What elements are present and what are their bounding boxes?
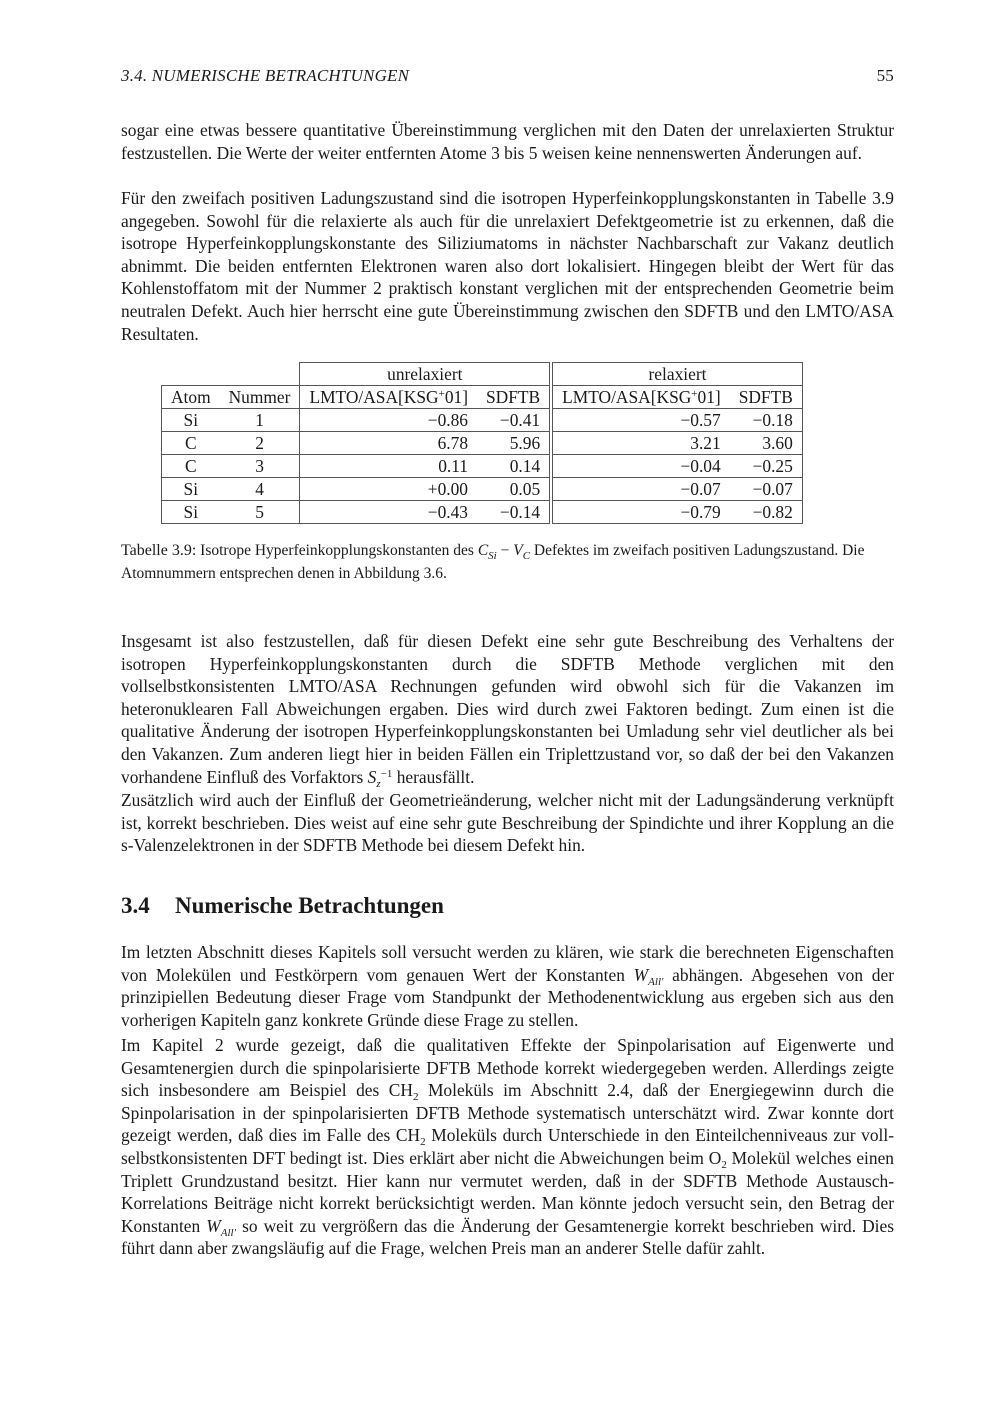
table-column-header-row bbox=[162, 386, 803, 409]
cell-relaxed-lmto: 3.21 bbox=[551, 432, 730, 455]
col-header-lmto-unrelaxed: LMTO/ASA[KSG+01] bbox=[300, 386, 477, 409]
paragraph-4: Zusätzlich wird auch der Einfluß der Geometrieänderung, welcher nicht mit der Ladungsänderung verknüpft ist, korrekt beschrieben. Dies weist auf eine sehr gute Beschreibung der Spindichte und ihrer Kopplung an die s-Valenzelektronen in der SDFTB Methode bei diesem Defekt hin. bbox=[121, 790, 894, 856]
cell-unrelaxed-lmto: 0.11 bbox=[300, 455, 477, 478]
col-header-sdftb-unrelaxed: SDFTB bbox=[477, 386, 551, 409]
cell-number: 1 bbox=[220, 409, 300, 432]
paragraph-3: Insgesamt ist also festzustellen, daß für diesen Defekt eine sehr gute Beschreibung des Verhaltens der isotropen Hyperfeinkopplungskonstanten durch die SDFTB Methode verglichen mit den vollselbstkonsistenten LMTO/ASA Rechnungen gefunden wird obwohl sich für die Vakanzen im heteronuklearen Fall Abweichungen ergaben. Dies wird durch zwei Faktoren bedingt. Zum einen ist die qualitative Änderung der isotropen Hyperfeinkopplungskonstanten bei Umladung sehr viel deutlicher als bei den Vakanzen. Zum anderen liegt hier in beiden Fällen ein Triplettzustand vor, so daß der bei den Vakanzen vorhandene Einfluß des Vorfaktors $S_z^{-1}$ herausfällt. bbox=[121, 631, 894, 790]
col-header-lmto-relaxed: LMTO/ASA[KSG+01] bbox=[551, 386, 730, 409]
table-empty-corner bbox=[162, 363, 300, 386]
cell-number: 4 bbox=[220, 478, 300, 501]
paragraph-5: Im letzten Abschnitt dieses Kapitels soll versucht werden zu klären, wie stark die berechneten Eigenschaften von Molekülen und Festkörpern vom genauen Wert der Konstanten $W_{All'}$ abhängen. Abgesehen von der prinzipiellen Bedeutung dieser Frage vom Standpunkt der Methodenentwicklung aus ergeben sich aus den vorherigen Kapiteln ganz konkrete Gründe diese Frage zu stellen. bbox=[121, 942, 894, 1030]
cell-relaxed-lmto: −0.57 bbox=[551, 409, 730, 432]
cell-atom: C bbox=[162, 455, 220, 478]
page-number: 55 bbox=[876, 66, 894, 85]
table-row bbox=[162, 455, 803, 478]
paragraph-2: Für den zweifach positiven Ladungszustand sind die isotropen Hyperfeinkopplungskonstanten in Tabelle 3.9 angegeben. Sowohl für die relaxierte als auch für die unrelaxiert Defektgeometrie ist zu erkennen, daß die isotrope Hyperfeinkopplungskonstante des Siliziumatoms in nächster Nachbarschaft zur Vakanz deutlich abnimmt. Die beiden entfernten Elektronen waren also dort lokalisiert. Hingegen bleibt der Wert für das Kohlenstoffatom mit der Nummer 2 praktisch konstant verglichen mit der entsprechenden Geometrie beim neutralen Defekt. Auch hier herrscht eine gute Übereinstimmung zwischen den SDFTB und den LMTO/ASA Resultaten. bbox=[121, 188, 894, 344]
running-header bbox=[121, 66, 894, 86]
table-group-header-row bbox=[162, 363, 803, 386]
cell-atom: Si bbox=[162, 409, 220, 432]
cell-relaxed-lmto: −0.07 bbox=[551, 478, 730, 501]
cell-atom: Si bbox=[162, 501, 220, 524]
col-header-sdftb-relaxed: SDFTB bbox=[730, 386, 803, 409]
cell-relaxed-sdftb: −0.07 bbox=[730, 478, 803, 501]
cell-unrelaxed-lmto: −0.43 bbox=[300, 501, 477, 524]
cell-unrelaxed-sdftb: −0.14 bbox=[477, 501, 551, 524]
paragraph-1: sogar eine etwas bessere quantitative Übereinstimmung verglichen mit den Daten der unrelaxierten Struktur festzustellen. Die Werte der weiter entfernten Atome 3 bis 5 weisen keine nennenswerten Änderungen auf. bbox=[121, 120, 894, 163]
paragraph-6: Im Kapitel 2 wurde gezeigt, daß die qualitativen Effekte der Spinpolarisation auf Eigenwerte und Gesamtenergien durch die spinpolarisierte DFTB Methode korrekt wiedergegeben werden. Allerdings zeigte sich insbesondere am Beispiel des $CH_2$ Moleküls im Abschnitt 2.4, daß der Energiegewinn durch die Spinpolarisation in der spinpolarisierten DFTB Methode systematisch unterschätzt wird. Zwar konnte dort gezeigt werden, daß dies im Falle des $CH_2$ Moleküls durch Unterschiede in den Einteilchenniveaus zur voll-selbstkonsistenten DFT bedingt ist. Dies erklärt aber nicht die Abweichungen beim $O_2$ Molekül welches einen Triplett Grundzustand besitzt. Hier kann nur vermutet werden, daß in der SDFTB Methode Austausch-Korrelations Beiträge nicht korrekt berücksichtigt werden. Man könnte jedoch versucht sein, den Betrag der Konstanten $W_{All'}$ so weit zu vergrößern das die Änderung der Gesamtenergie korrekt beschrieben wird. Dies führt dann aber zwangsläufig auf die Frage, welchen Preis man an anderer Stelle dafür zahlt. bbox=[121, 1035, 894, 1259]
cell-number: 3 bbox=[220, 455, 300, 478]
cell-atom: C bbox=[162, 432, 220, 455]
col-header-atom: Atom bbox=[162, 386, 220, 409]
cell-unrelaxed-sdftb: 0.05 bbox=[477, 478, 551, 501]
cell-number: 5 bbox=[220, 501, 300, 524]
table-row bbox=[162, 432, 803, 455]
table-caption: Tabelle 3.9: Isotrope Hyperfeinkopplungskonstanten des $C_{Si} - V_C$ Defektes im zweifach positiven Ladungszustand. Die Atomnummern entsprechen denen in Abbildung 3.6. bbox=[121, 542, 865, 582]
cell-unrelaxed-lmto: −0.86 bbox=[300, 409, 477, 432]
cell-unrelaxed-sdftb: 0.14 bbox=[477, 455, 551, 478]
header-section-title: 3.4. NUMERISCHE BETRACHTUNGEN bbox=[121, 66, 410, 85]
cell-relaxed-lmto: −0.79 bbox=[551, 501, 730, 524]
cell-unrelaxed-lmto: +0.00 bbox=[300, 478, 477, 501]
section-heading bbox=[121, 893, 444, 919]
col-header-number: Nummer bbox=[220, 386, 300, 409]
table-body bbox=[162, 409, 803, 524]
section-number: 3.4 bbox=[121, 893, 150, 918]
group-header-relaxed: relaxiert bbox=[551, 363, 802, 386]
cell-unrelaxed-sdftb: −0.41 bbox=[477, 409, 551, 432]
cell-number: 2 bbox=[220, 432, 300, 455]
cell-relaxed-sdftb: 3.60 bbox=[730, 432, 803, 455]
group-header-unrelaxed: unrelaxiert bbox=[300, 363, 551, 386]
section-title: Numerische Betrachtungen bbox=[175, 893, 444, 918]
cell-relaxed-sdftb: −0.25 bbox=[730, 455, 803, 478]
cell-atom: Si bbox=[162, 478, 220, 501]
table-row bbox=[162, 409, 803, 432]
caption-label: Tabelle 3.9: bbox=[121, 542, 197, 559]
cell-relaxed-sdftb: −0.18 bbox=[730, 409, 803, 432]
cell-relaxed-sdftb: −0.82 bbox=[730, 501, 803, 524]
cell-unrelaxed-sdftb: 5.96 bbox=[477, 432, 551, 455]
cell-unrelaxed-lmto: 6.78 bbox=[300, 432, 477, 455]
hyperfine-table bbox=[161, 362, 803, 524]
table-row bbox=[162, 501, 803, 524]
table-row bbox=[162, 478, 803, 501]
cell-relaxed-lmto: −0.04 bbox=[551, 455, 730, 478]
